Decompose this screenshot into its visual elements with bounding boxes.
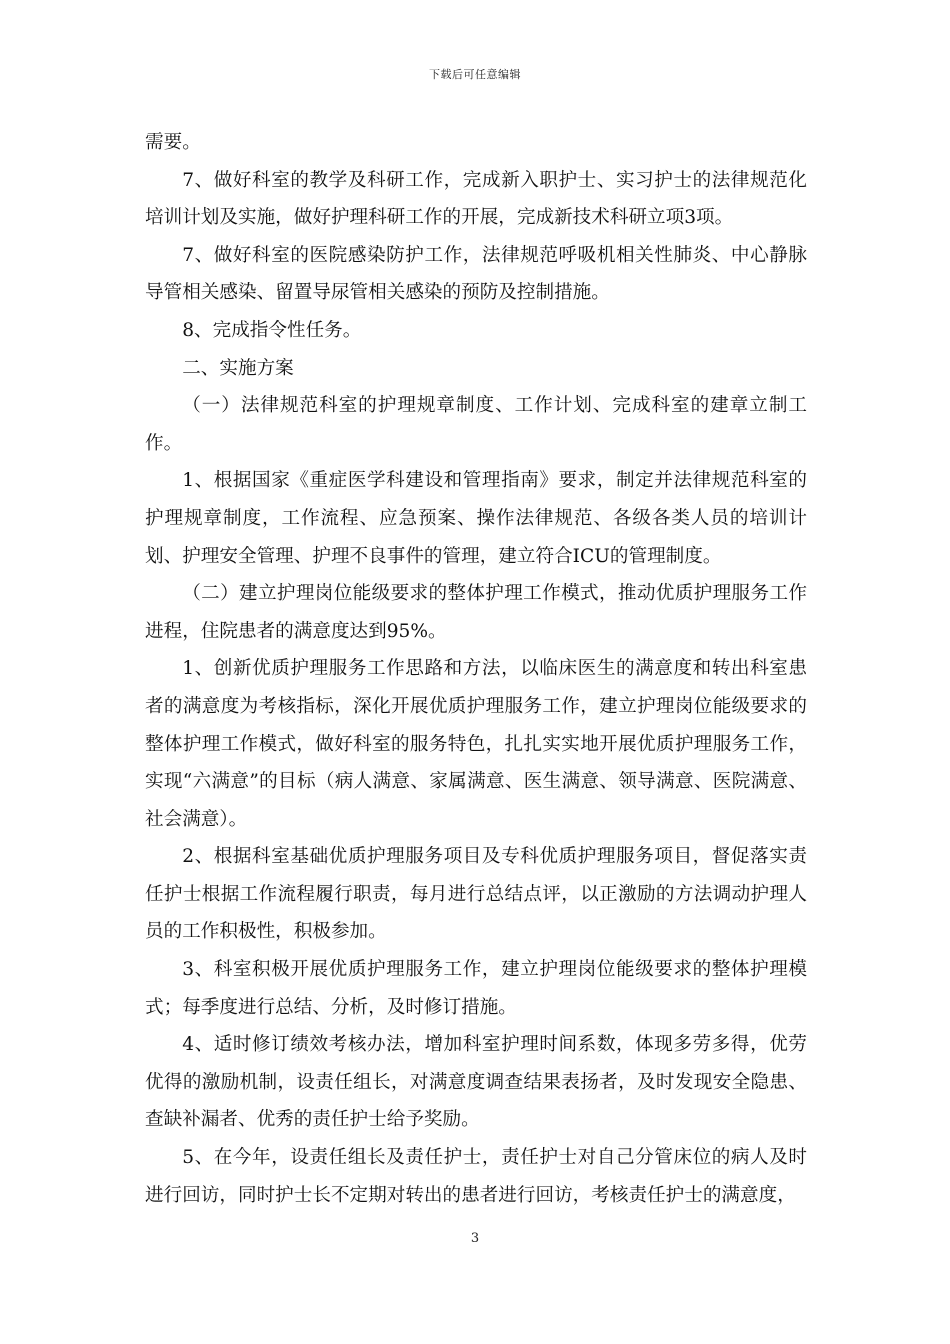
document-body	[145, 124, 807, 1214]
section-heading: 二、实施方案	[182, 357, 294, 379]
paragraph: 3、科室积极开展优质护理服务工作，建立护理岗位能级要求的整体护理模式；每季度进行总结、分析，及时修订措施。	[145, 959, 807, 1018]
paragraph: 2、根据科室基础优质护理服务项目及专科优质护理服务项目，督促落实责任护士根据工作流程履行职责，每月进行总结点评，以正激励的方法调动护理人员的工作积极性，积极参加。	[145, 846, 807, 943]
paragraph: 5、在今年，设责任组长及责任护士，责任护士对自己分管床位的病人及时进行回访，同时护士长不定期对转出的患者进行回访，考核责任护士的满意度，	[145, 1147, 807, 1206]
paragraph: 8、完成指令性任务。	[182, 319, 362, 341]
subsection-heading: （一）法律规范科室的护理规章制度、工作计划、完成科室的建章立制工作。	[145, 395, 807, 454]
paragraph: 需要。	[145, 132, 201, 153]
page-header: 下载后可任意编辑	[429, 68, 521, 81]
page-number: 3	[470, 1231, 480, 1246]
paragraph: 7、做好科室的教学及科研工作，完成新入职护士、实习护士的法律规范化培训计划及实施，做好护理科研工作的开展，完成新技术科研立项3项。	[145, 169, 807, 229]
subsection-heading: （二）建立护理岗位能级要求的整体护理工作模式，推动优质护理服务工作进程，住院患者的满意度达到95%。	[145, 583, 807, 642]
paragraph: 1、根据国家《重症医学科建设和管理指南》要求，制定并法律规范科室的护理规章制度，工作流程、应急预案、操作法律规范、各级各类人员的培训计划、护理安全管理、护理不良事件的管理，建立符合ICU的管理制度。	[145, 470, 807, 567]
paragraph: 1、创新优质护理服务工作思路和方法，以临床医生的满意度和转出科室患者的满意度为考核指标，深化开展优质护理服务工作，建立护理岗位能级要求的整体护理工作模式，做好科室的服务特色，扎扎实实地开展优质护理服务工作，实现“六满意”的目标（病人满意、家属满意、医生满意、领导满意、医院满意、社会满意）。	[145, 658, 807, 830]
paragraph: 7、做好科室的医院感染防护工作，法律规范呼吸机相关性肺炎、中心静脉导管相关感染、留置导尿管相关感染的预防及控制措施。	[145, 244, 807, 304]
paragraph: 4、适时修订绩效考核办法，增加科室护理时间系数，体现多劳多得，优劳优得的激励机制，设责任组长，对满意度调查结果表扬者，及时发现安全隐患、查缺补漏者、优秀的责任护士给予奖励。	[145, 1034, 807, 1131]
